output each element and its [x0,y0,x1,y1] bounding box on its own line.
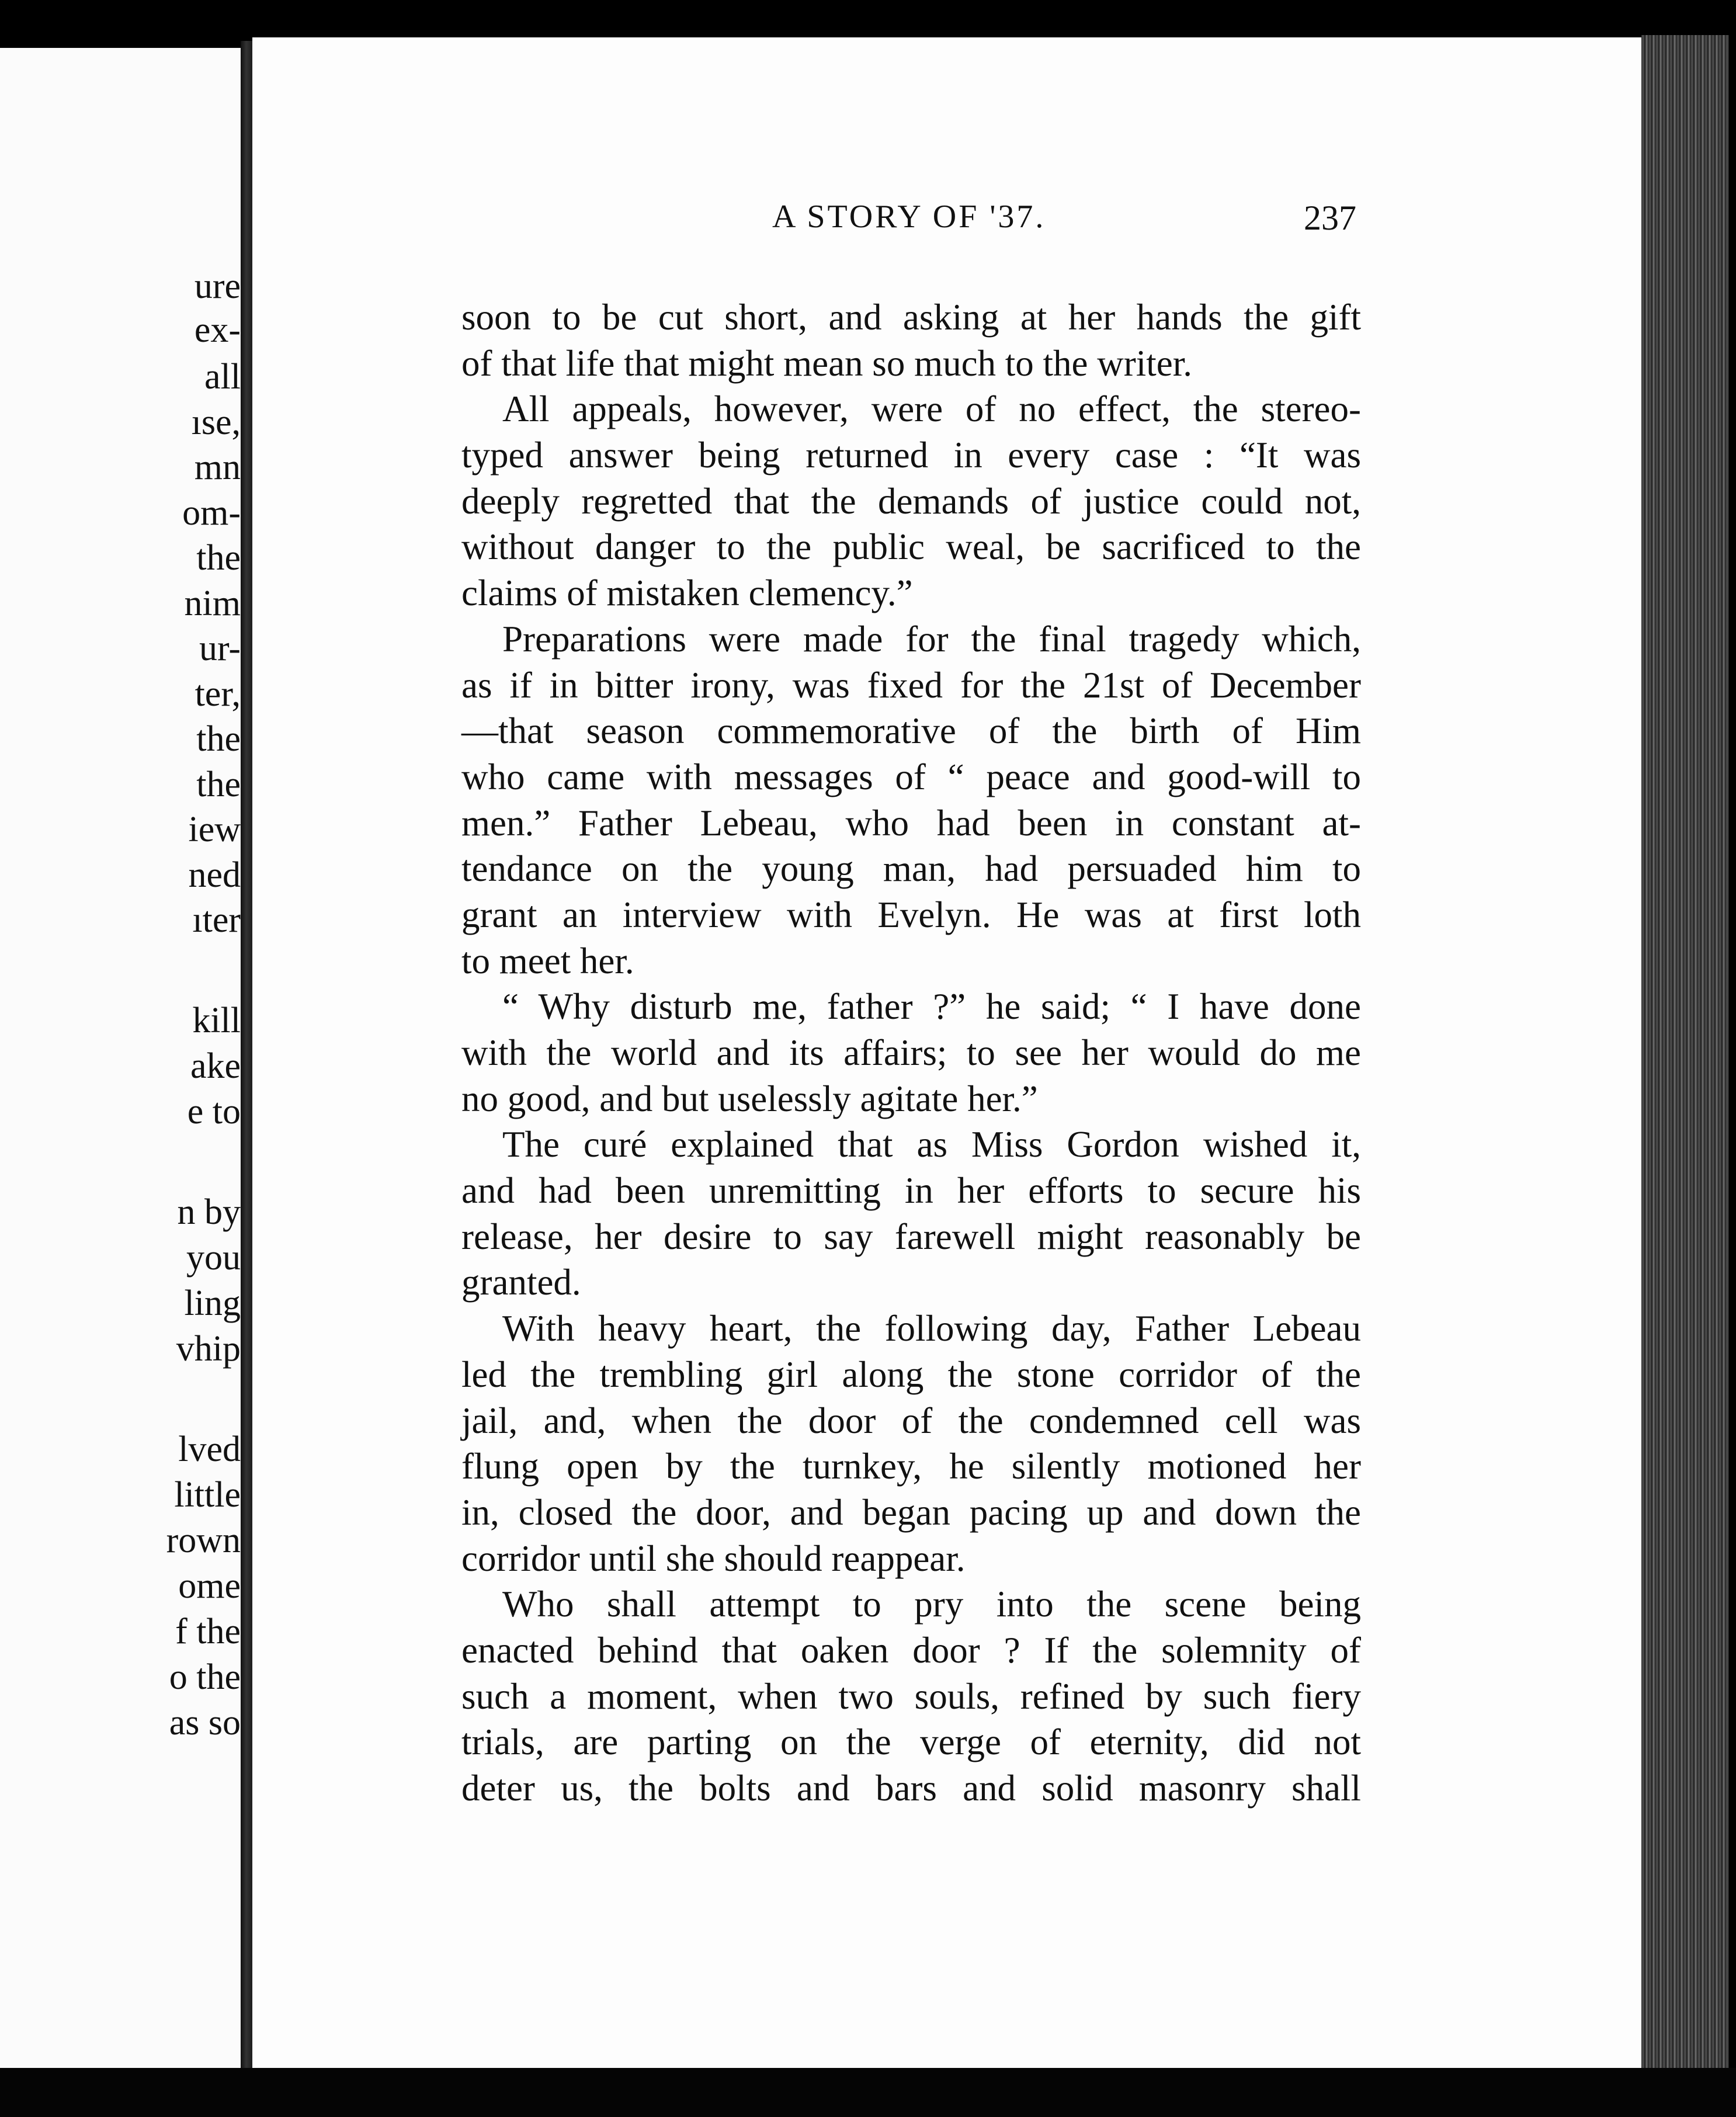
text-line: led the trembling girl along the stone corridor of the [461,1354,1361,1395]
page-edges [1641,35,1729,2080]
running-head [252,186,1659,256]
previous-page-line: nim [184,584,241,623]
text-line: The curé explained that as Miss Gordon wished it, [502,1124,1361,1165]
text-line: flung open by the turnkey, he silently motioned her [461,1446,1361,1487]
previous-page-line: e to [187,1092,241,1132]
text-line: no good, and but uselessly agitate her.” [461,1078,1038,1119]
text-line: enacted behind that oaken door ? If the solemnity of [461,1629,1361,1671]
text-line: men.” Father Lebeau, who had been in constant at- [461,802,1361,844]
previous-page-line: ned [188,855,241,895]
text-line: —that season commemorative of the birth of Him [461,710,1361,752]
text-line: typed answer being returned in every case : “It was [461,435,1361,476]
previous-page-line: rown [166,1521,241,1560]
text-line: without danger to the public weal, be sacrificed to the [461,526,1361,568]
previous-page-line: ake [190,1046,241,1086]
previous-page-line: all [204,357,241,397]
text-line: who came with messages of “ peace and good-will to [461,756,1361,797]
text-line: as if in bitter irony, was fixed for the 21st of December [461,664,1361,706]
text-line: granted. [461,1262,581,1303]
previous-page-line: mn [194,447,241,487]
text-line: of that life that might mean so much to the writer. [461,342,1192,384]
previous-page-line: lved [178,1429,241,1469]
previous-page-line: little [174,1475,241,1515]
text-line: in, closed the door, and began pacing up and down the [461,1491,1361,1533]
previous-page-line: o the [169,1657,241,1697]
previous-page-line: you [186,1238,241,1278]
text-line: tendance on the young man, had persuaded him to [461,848,1361,890]
text-line: With heavy heart, the following day, Father Lebeau [502,1308,1361,1349]
text-line: soon to be cut short, and asking at her hands the gift [461,297,1361,338]
scan-border [0,2068,1736,2117]
previous-page-line: vhip [176,1329,241,1369]
previous-page-line: ex- [194,310,241,350]
previous-page-line: ur- [199,629,241,668]
text-line: “ Why disturb me, father ?” he said; “ I have done [502,986,1361,1028]
previous-page-line: ling [184,1283,241,1323]
text-line: Who shall attempt to pry into the scene being [502,1584,1361,1625]
text-line: claims of mistaken clemency.” [461,572,913,614]
previous-page-fragment [0,48,244,2069]
previous-page-line: the [196,719,241,759]
previous-page-line: n by [177,1192,241,1232]
text-line: deter us, the bolts and bars and solid masonry shall [461,1768,1361,1809]
previous-page-line: the [196,538,241,578]
text-line: deeply regretted that the demands of justice could not, [461,480,1361,522]
previous-page-line: iew [188,810,241,849]
running-head-title: A STORY OF '37. [772,199,1046,235]
previous-page-line: ter, [195,674,241,714]
text-line: release, her desire to say farewell might reasonably be [461,1216,1361,1257]
previous-page-line: the [196,765,241,804]
previous-page-line: ıter [192,900,241,940]
previous-page-line: ome [178,1566,241,1606]
text-line: jail, and, when the door of the condemned cell was [461,1400,1361,1441]
text-line: with the world and its affairs; to see her would do me [461,1032,1361,1073]
text-line: such a moment, when two souls, refined by such fiery [461,1675,1361,1717]
text-line: corridor until she should reappear. [461,1538,966,1579]
text-line: trials, are parting on the verge of eternity, did not [461,1722,1361,1763]
previous-page-line: as so [169,1703,241,1743]
body-text [461,294,1361,1811]
text-line: grant an interview with Evelyn. He was at first loth [461,894,1361,935]
previous-page-line: om- [182,493,241,533]
current-page [252,37,1659,2071]
previous-page-line: kill [192,1001,241,1040]
previous-page-line: ure [194,266,241,306]
text-line: to meet her. [461,940,634,981]
page-number: 237 [1304,199,1356,237]
text-line: All appeals, however, were of no effect, the stereo- [502,388,1361,430]
previous-page-line: f the [175,1612,241,1651]
text-line: Preparations were made for the final tragedy which, [502,618,1361,660]
previous-page-line: ıse, [191,402,241,442]
text-line: and had been unremitting in her efforts to secure his [461,1170,1361,1212]
